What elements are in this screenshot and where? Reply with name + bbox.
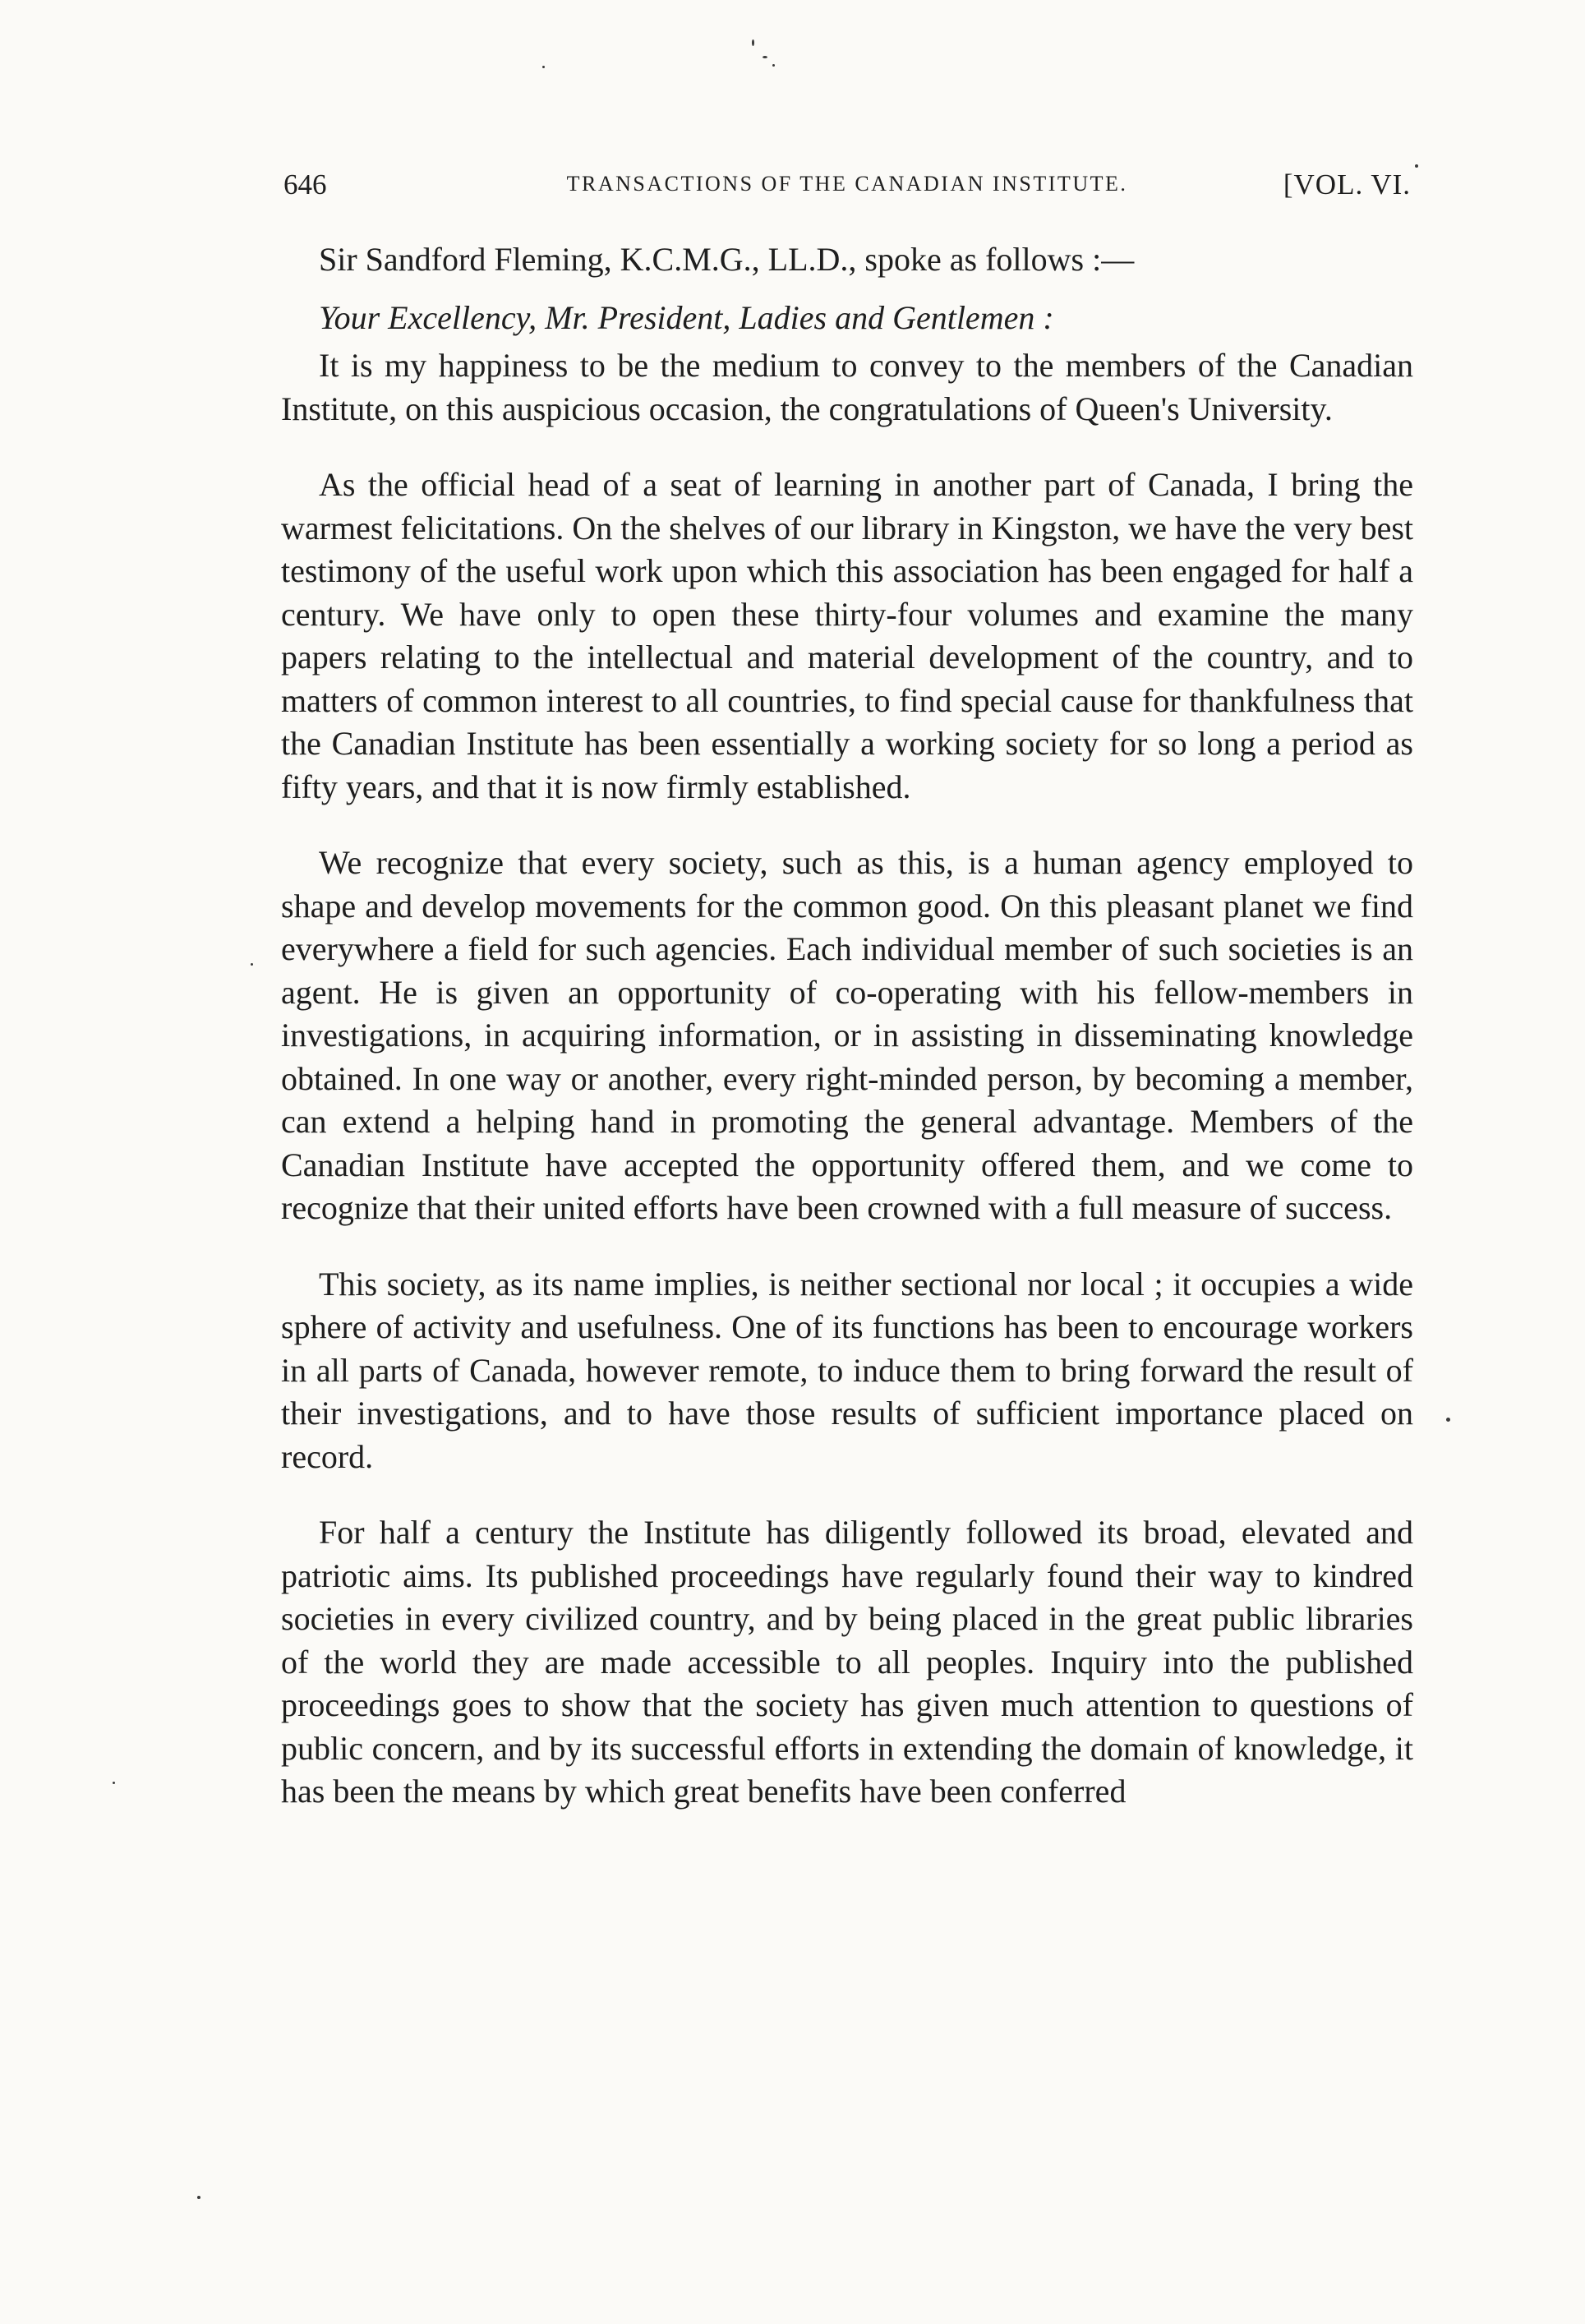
paragraph-2: As the official head of a seat of learning in another part of Canada, I bring the warmest felicitations. On the shelves of our library in Kingston, we have the very best testimony of the useful work upon which this association has been engaged for half a century. We have only to open these thirty-four volumes and examine the many papers relating to the intellectual and material development of the country, and to matters of common interest to all countries, to find special cause for thankfulness that the Canadian Institute has been essentially a working society for so long a period as fifty years, and that it is now firmly established.	[281, 466, 1413, 805]
volume-label: [VOL. VI.	[1283, 168, 1411, 201]
journal-title: TRANSACTIONS OF THE CANADIAN INSTITUTE.	[566, 172, 1128, 196]
scan-speck	[197, 2196, 200, 2199]
scan-speck	[772, 64, 775, 67]
running-head	[283, 168, 1411, 210]
scan-speck	[1446, 1418, 1450, 1422]
paragraph-5: For half a century the Institute has diligently followed its broad, elevated and patriotic aims. Its published proceedings have regularly found their way to kindred societies in every civilized country, and by being placed in the great public libraries of the world they are made accessible to all peoples. Inquiry into the published proceedings goes to show that the society has given much attention to questions of public concern, and by its successful efforts in extending the domain of knowledge, it has been the means by which great benefits have been conferred	[281, 1514, 1413, 1810]
scan-speck	[1415, 164, 1418, 168]
scan-speck	[542, 66, 545, 68]
scan-speck	[251, 963, 253, 966]
scan-speck	[752, 39, 754, 46]
page-number: 646	[283, 168, 327, 201]
paragraph-4: This society, as its name implies, is neither sectional nor local ; it occupies a wide sphere of activity and usefulness. One of its functions has been to encourage workers in all parts of Canada, however remote, to induce them to bring forward the result of their investigations, and to have those results of sufficient importance placed on record.	[281, 1265, 1413, 1475]
scan-speck	[113, 1782, 115, 1784]
speaker-intro: Sir Sandford Fleming, K.C.M.G., LL.D., spoke as follows :—	[319, 241, 1135, 278]
scan-speck	[763, 56, 767, 58]
article-body	[281, 238, 1413, 1814]
salutation: Your Excellency, Mr. President, Ladies and Gentlemen :	[319, 298, 1054, 336]
paragraph-3: We recognize that every society, such as this, is a human agency employed to shape and develop movements for the common good. On this pleasant planet we find everywhere a field for such agencies. Each individual member of such societies is an agent. He is given an opportunity of co-operating with his fellow-members in investigations, in acquiring information, or in assisting in disseminating knowledge obtained. In one way or another, every right-minded person, by becoming a member, can extend a helping hand in promoting the general advantage. Members of the Canadian Institute have accepted the opportunity offered them, and we come to recognize that their united efforts have been crowned with a full measure of success.	[281, 844, 1413, 1226]
paragraph-1: It is my happiness to be the medium to convey to the members of the Canadian Institute, on this auspicious occasion, the congratulations of Queen's University.	[281, 347, 1413, 427]
